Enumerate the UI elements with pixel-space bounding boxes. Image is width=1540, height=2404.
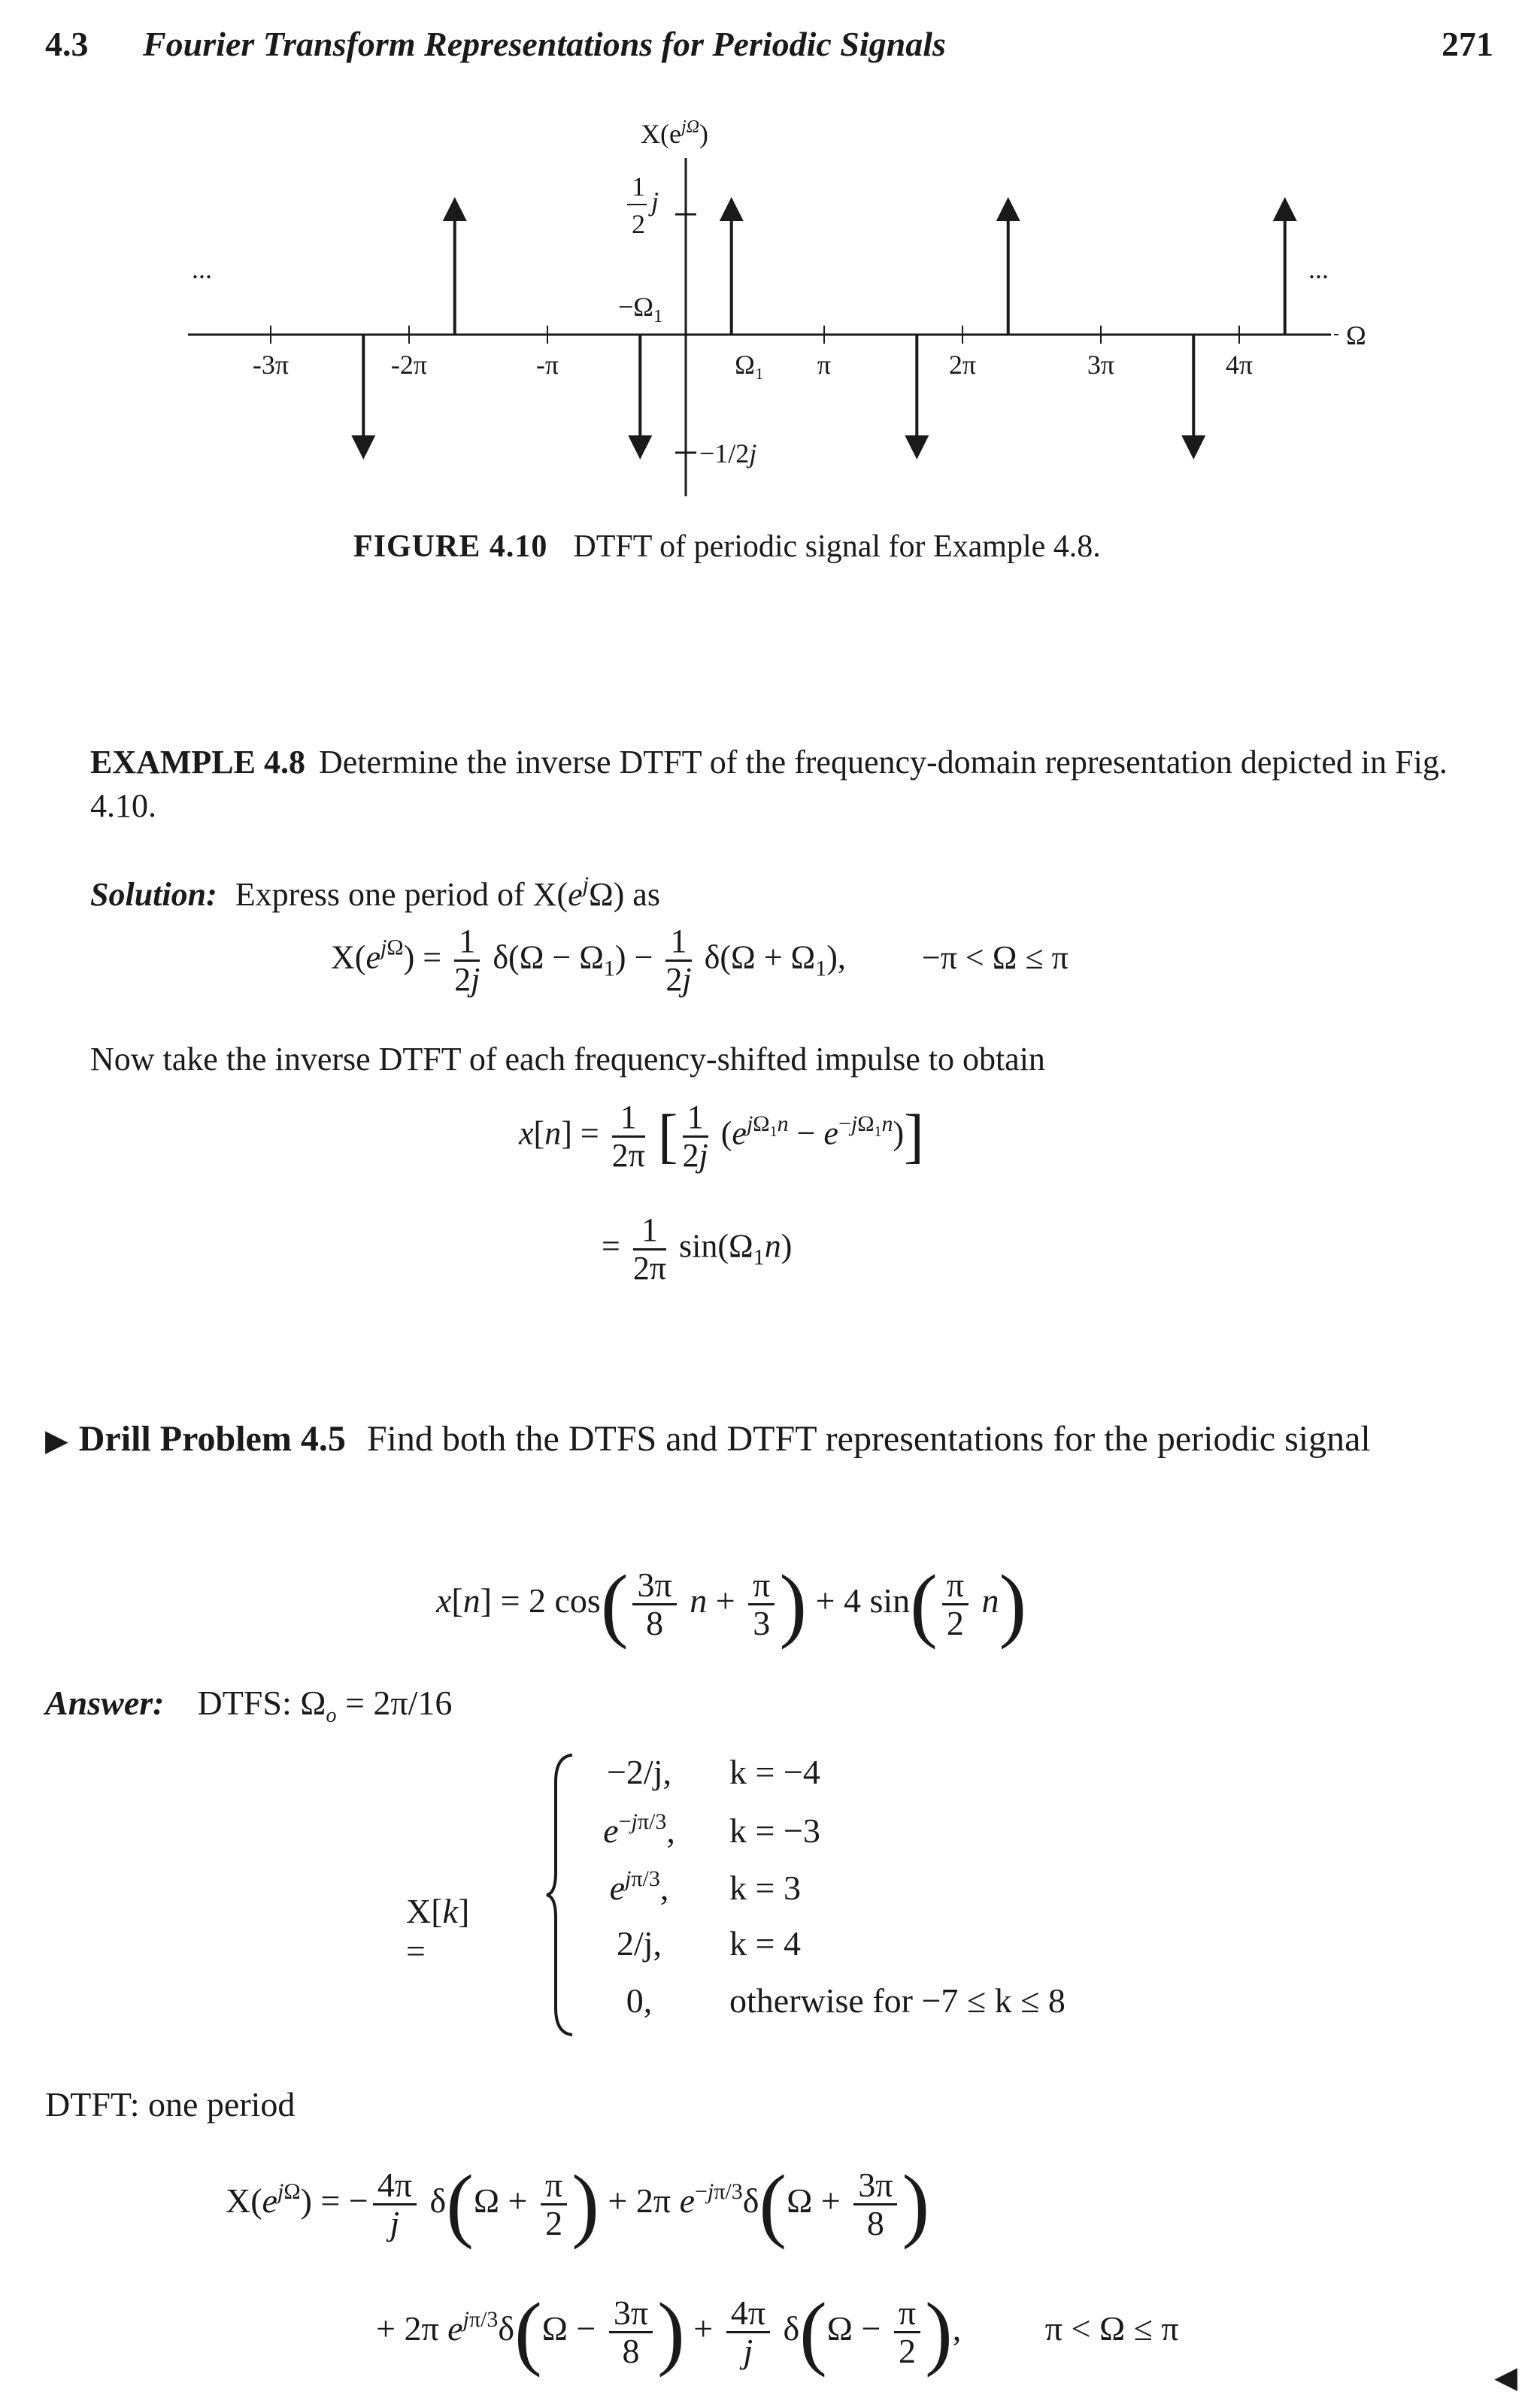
- case-row: [571, 1981, 1066, 2021]
- drill-text: Find both the DTFS and DTFT representations for the periodic signal: [366, 1419, 1371, 1459]
- drill-label: Drill Problem 4.5: [78, 1419, 346, 1459]
- solution-text: Express one period of $X(e^j\Omega)$ as: [235, 872, 660, 913]
- figure-caption-text: DTFT of periodic signal for Example 4.8.: [573, 529, 1101, 564]
- equation-drill-signal: x[n] = 2 cos( $\frac{3\pi}{8}$ n + $\frac{\pi}{3}$ ) + 4 sin( $\frac{\pi}{2}$ n): [436, 1558, 1027, 1650]
- answer-label: Answer:: [45, 1684, 165, 1722]
- x-tick-label: -3π: [252, 350, 290, 380]
- svg-text:j: j: [651, 186, 659, 217]
- ellipsis-left: ...: [192, 254, 212, 284]
- case-value: −2/j,: [606, 1753, 671, 1791]
- case-row: [571, 1866, 801, 1908]
- case-condition: k = 4: [729, 1924, 801, 1963]
- x-tick-label: 3π: [1087, 350, 1115, 380]
- neg-omega1-label: $-\Omega_1$: [618, 292, 663, 326]
- x-tick-label: 4π: [1225, 350, 1254, 380]
- left-brace: [545, 1752, 575, 2038]
- svg-text:2: 2: [632, 209, 645, 239]
- dtfs-text: DTFS: $\Omega_o = 2\pi/16$: [197, 1684, 453, 1727]
- end-of-problem-icon: ◀: [1494, 2360, 1517, 2394]
- x-tick-label: 2π: [948, 350, 977, 380]
- equation-dtft-line2: + 2π $e^{j\pi/3}\delta(\Omega$ − $\frac{3\pi}{8}$ ) + $\frac{4\pi}{j}$ δ(Ω − $\frac{\pi}{2}$ ), π < Ω ≤ π: [376, 2286, 1179, 2378]
- ellipsis-right: ...: [1308, 254, 1329, 284]
- x-tick-label: π: [817, 350, 832, 380]
- figure-caption-label: FIGURE 4.10: [353, 529, 548, 564]
- figure-caption: [353, 529, 1101, 565]
- example-statement: [90, 741, 1489, 828]
- case-value: $e^{j\pi/3}$,: [609, 1866, 669, 1907]
- x-tick-label: -2π: [390, 350, 428, 380]
- case-row: [571, 1924, 801, 1963]
- equation-dtft-line1: $X(e^{j\Omega})$ = − $\frac{4\pi}{j}$ δ(Ω + $\frac{\pi}{2}$ ) + 2π $e^{-j\pi/3}\delta(\Omega$ + $\frac{3\pi}{8}$ ): [226, 2158, 930, 2250]
- bottom-value-label: −1/2j: [699, 438, 757, 468]
- x-tick-label: -π: [535, 350, 559, 380]
- dtft-stem-plot: [0, 105, 1540, 526]
- inverse-dtft-text: Now take the inverse DTFT of each frequency-shifted impulse to obtain: [90, 1041, 1045, 1078]
- solution-label: Solution:: [90, 876, 217, 913]
- running-title: Fourier Transform Representations for Periodic Signals: [143, 25, 946, 63]
- solution-line: [90, 863, 660, 917]
- case-condition: otherwise for −7 ≤ k ≤ 8: [729, 1981, 1066, 2020]
- drill-arrow-icon: ▶: [45, 1423, 68, 1457]
- dtft-one-period: DTFT: one period: [45, 2085, 296, 2124]
- case-row: [571, 1752, 820, 1792]
- section-number: 4.3: [45, 25, 89, 63]
- equation-one-period: $X(e^{j\Omega})$ = $\frac{1}{2j}$ $\delta(\Omega - \Omega_1)$ − $\frac{1}{2j}$ $\delta(\Omega + \Omega_1)$, −π < Ω ≤ π: [331, 923, 1069, 998]
- page-number: 271: [1441, 25, 1493, 63]
- case-value: $e^{-j\pi/3}$,: [603, 1809, 675, 1850]
- equation-inverse-dtft: x[n] = $\frac{1}{2\pi}$ [ $\frac{1}{2j}$ $(e^{j\Omega_1n} - e^{-j\Omega_1n})$]: [519, 1099, 924, 1174]
- example-label: EXAMPLE 4.8: [90, 744, 305, 781]
- answer-line: [45, 1683, 452, 1728]
- case-value: 0,: [626, 1981, 653, 2020]
- case-condition: k = 3: [729, 1869, 801, 1907]
- top-value-label: 1: [632, 171, 645, 202]
- case-row: [571, 1809, 820, 1851]
- x-axis-label: Ω: [1346, 320, 1366, 350]
- drill-problem: [45, 1415, 1519, 1465]
- x-tick-label: Ω₁: [735, 350, 765, 380]
- example-text: Determine the inverse DTFT of the frequency-domain representation depicted in Fig. 4.10.: [90, 744, 1448, 824]
- equation-sine-result: = $\frac{1}{2\pi}$ $\sin(\Omega_1n)$: [602, 1211, 793, 1287]
- case-condition: k = −4: [729, 1753, 820, 1791]
- y-axis-label: $X(e^{j\Omega})$: [641, 117, 708, 149]
- case-condition: k = −3: [729, 1811, 820, 1850]
- case-value: 2/j,: [616, 1924, 662, 1963]
